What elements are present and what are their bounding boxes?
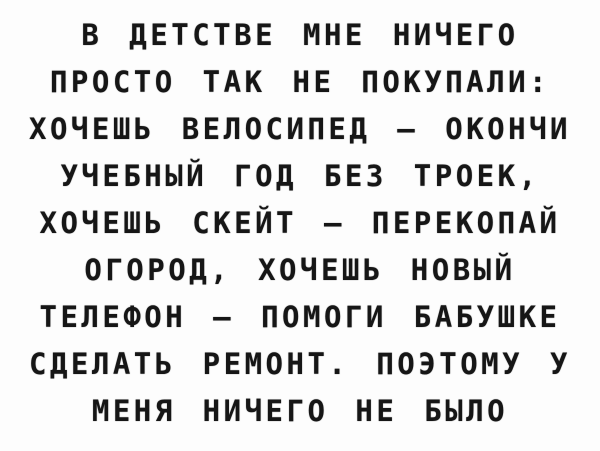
meme-text-line-2: ПРОСТО ТАК НЕ ПОКУПАЛИ: bbox=[49, 65, 551, 99]
meme-text-line-6: ОГОРОД, ХОЧЕШЬ НОВЫЙ bbox=[84, 253, 516, 287]
meme-text-line-5: ХОЧЕШЬ СКЕЙТ – ПЕРЕКОПАЙ bbox=[39, 206, 561, 240]
meme-text-line-4: УЧЕБНЫЙ ГОД БЕЗ ТРОЕК, bbox=[60, 159, 540, 193]
meme-text-line-1: В ДЕТСТВЕ МНЕ НИЧЕГО bbox=[81, 18, 519, 52]
meme-text-line-9: МЕНЯ НИЧЕГО НЕ БЫЛО bbox=[91, 394, 509, 428]
meme-text-line-3: ХОЧЕШЬ ВЕЛОСИПЕД – ОКОНЧИ bbox=[29, 112, 571, 146]
meme-text-line-7: ТЕЛЕФОН – ПОМОГИ БАБУШКЕ bbox=[39, 300, 561, 334]
meme-text-line-8: СДЕЛАТЬ РЕМОНТ. ПОЭТОМУ У bbox=[29, 347, 571, 381]
